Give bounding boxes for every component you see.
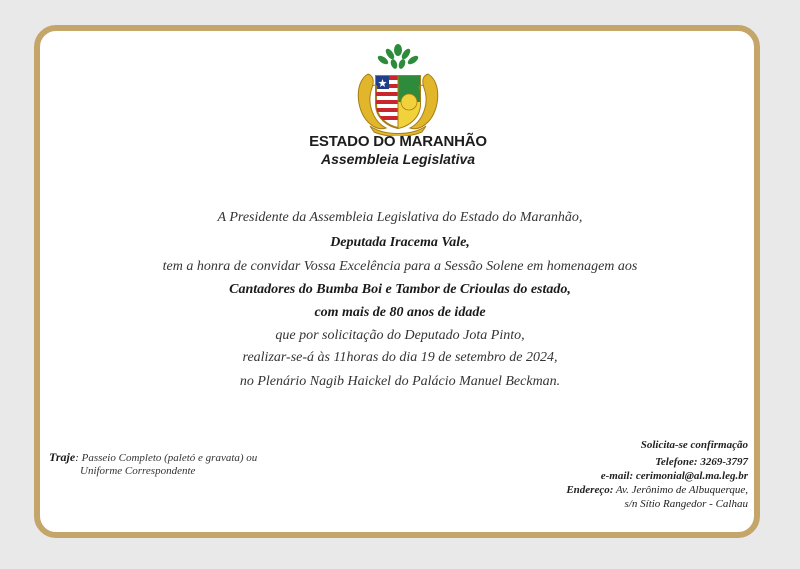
laurel-icon	[376, 44, 419, 70]
dress-code-label: Traje	[49, 450, 76, 464]
address-line-1: Av. Jerônimo de Albuquerque,	[613, 484, 748, 496]
contact-block	[566, 438, 748, 511]
invitation-line-5: com mais de 80 anos de idade	[314, 305, 486, 320]
invitation-line-2: Deputada Iracema Vale,	[330, 235, 470, 250]
invitation-line-8: no Plenário Nagib Haickel do Palácio Manuel Beckman.	[239, 374, 561, 389]
contact-email: e-mail: cerimonial@al.ma.leg.br	[600, 470, 748, 482]
state-coat-of-arms	[350, 42, 446, 136]
institution-subtitle: Assembleia Legislativa	[320, 151, 476, 167]
contact-phone: Telefone: 3269-3797	[655, 456, 748, 468]
dress-code-line-2: Uniforme Correspondente	[80, 465, 196, 477]
invitation-line-6: que por solicitação do Deputado Jota Pinto,	[275, 328, 525, 343]
invitation-line-4: Cantadores do Bumba Boi e Tambor de Crioulas do estado,	[229, 282, 571, 297]
address-line-2: s/n Sítio Rangedor - Calhau	[624, 498, 748, 510]
invitation-line-3: tem a honra de convidar Vossa Excelência para a Sessão Solene em homenagem aos	[162, 259, 638, 274]
invitation-line-7: realizar-se-á às 11horas do dia 19 de setembro de 2024,	[242, 350, 558, 365]
dress-code	[49, 451, 257, 478]
state-title: ESTADO DO MARANHÃO	[309, 133, 487, 150]
address-label: Endereço:	[566, 484, 614, 496]
invitation-line-1: A Presidente da Assembleia Legislativa do Estado do Maranhão,	[217, 210, 583, 225]
rsvp-note: Solicita-se confirmação	[640, 439, 748, 451]
dress-code-line-1: : Passeio Completo (paletó e gravata) ou	[75, 452, 258, 464]
